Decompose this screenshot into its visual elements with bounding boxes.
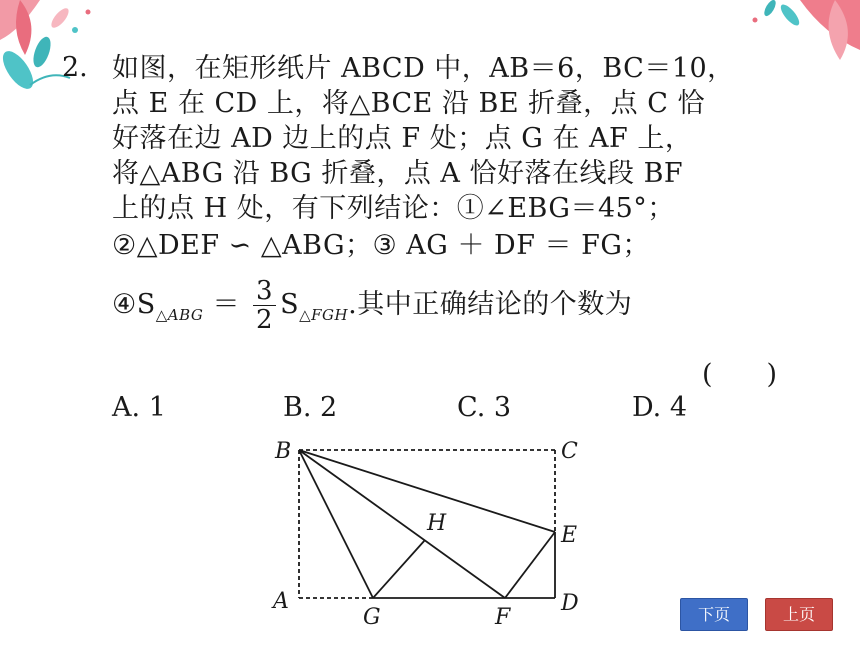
segment-bg [299,450,373,598]
segment-fe [505,532,555,598]
fraction [253,277,276,334]
choice-c-value: 3 [493,392,512,423]
question-line-4: 将△ABG 沿 BG 折叠，点 A 恰好落在线段 BF [112,158,684,189]
question-line-7 [112,277,632,334]
point-label-b: B [275,439,292,464]
fraction-denominator: 2 [256,305,274,335]
choice-b-label: B. [283,392,312,423]
equals-sign: ＝ [212,289,240,320]
choice-a-value: 1 [148,392,166,423]
point-label-a: A [273,589,289,614]
question-line-3: 好落在边 AD 边上的点 F 处；点 G 在 AF 上， [112,123,693,154]
point-label-e: E [561,523,578,548]
fraction-numerator: 3 [253,277,276,306]
area-symbol-2: S [280,289,300,320]
choice-b[interactable] [283,392,337,423]
next-page-button[interactable]: 下页 [680,598,748,631]
point-label-h: H [427,511,447,536]
point-label-f: F [495,605,511,630]
question-line-1: 如图，在矩形纸片 ABCD 中，AB＝6，BC＝10， [112,53,735,84]
point-label-c: C [561,439,578,464]
choice-a-label: A. [112,392,141,423]
choice-d[interactable] [632,392,687,423]
question-ending: .其中正确结论的个数为 [348,289,633,320]
area-subscript-fgh: △FGH [299,306,349,324]
choice-c-label: C. [457,392,486,423]
question-line-2: 点 E 在 CD 上，将△BCE 沿 BE 折叠，点 C 恰 [112,88,705,119]
area-subscript-abg: △ABG [155,306,204,324]
floral-decoration-left [0,0,110,95]
choice-c[interactable] [457,392,511,423]
previous-page-button[interactable]: 上页 [765,598,833,631]
answer-bracket: ( ) [702,359,778,390]
area-symbol: ④S [112,289,156,320]
segment-bf [299,450,505,598]
choice-d-value: 4 [669,392,688,423]
question-number: 2. [62,52,88,83]
choice-a[interactable] [112,392,166,423]
segment-gh [373,540,425,598]
floral-decoration-right [740,0,860,70]
geometry-figure [265,430,605,640]
point-label-d: D [561,591,579,616]
question-line-6: ②△DEF ∽ △ABG；③ AG ＋ DF ＝ FG； [112,230,650,261]
point-label-g: G [363,605,381,630]
choice-b-value: 2 [320,392,338,423]
question-line-5: 上的点 H 处，有下列结论：①∠EBG＝45°； [112,193,675,224]
choice-d-label: D. [632,392,662,423]
